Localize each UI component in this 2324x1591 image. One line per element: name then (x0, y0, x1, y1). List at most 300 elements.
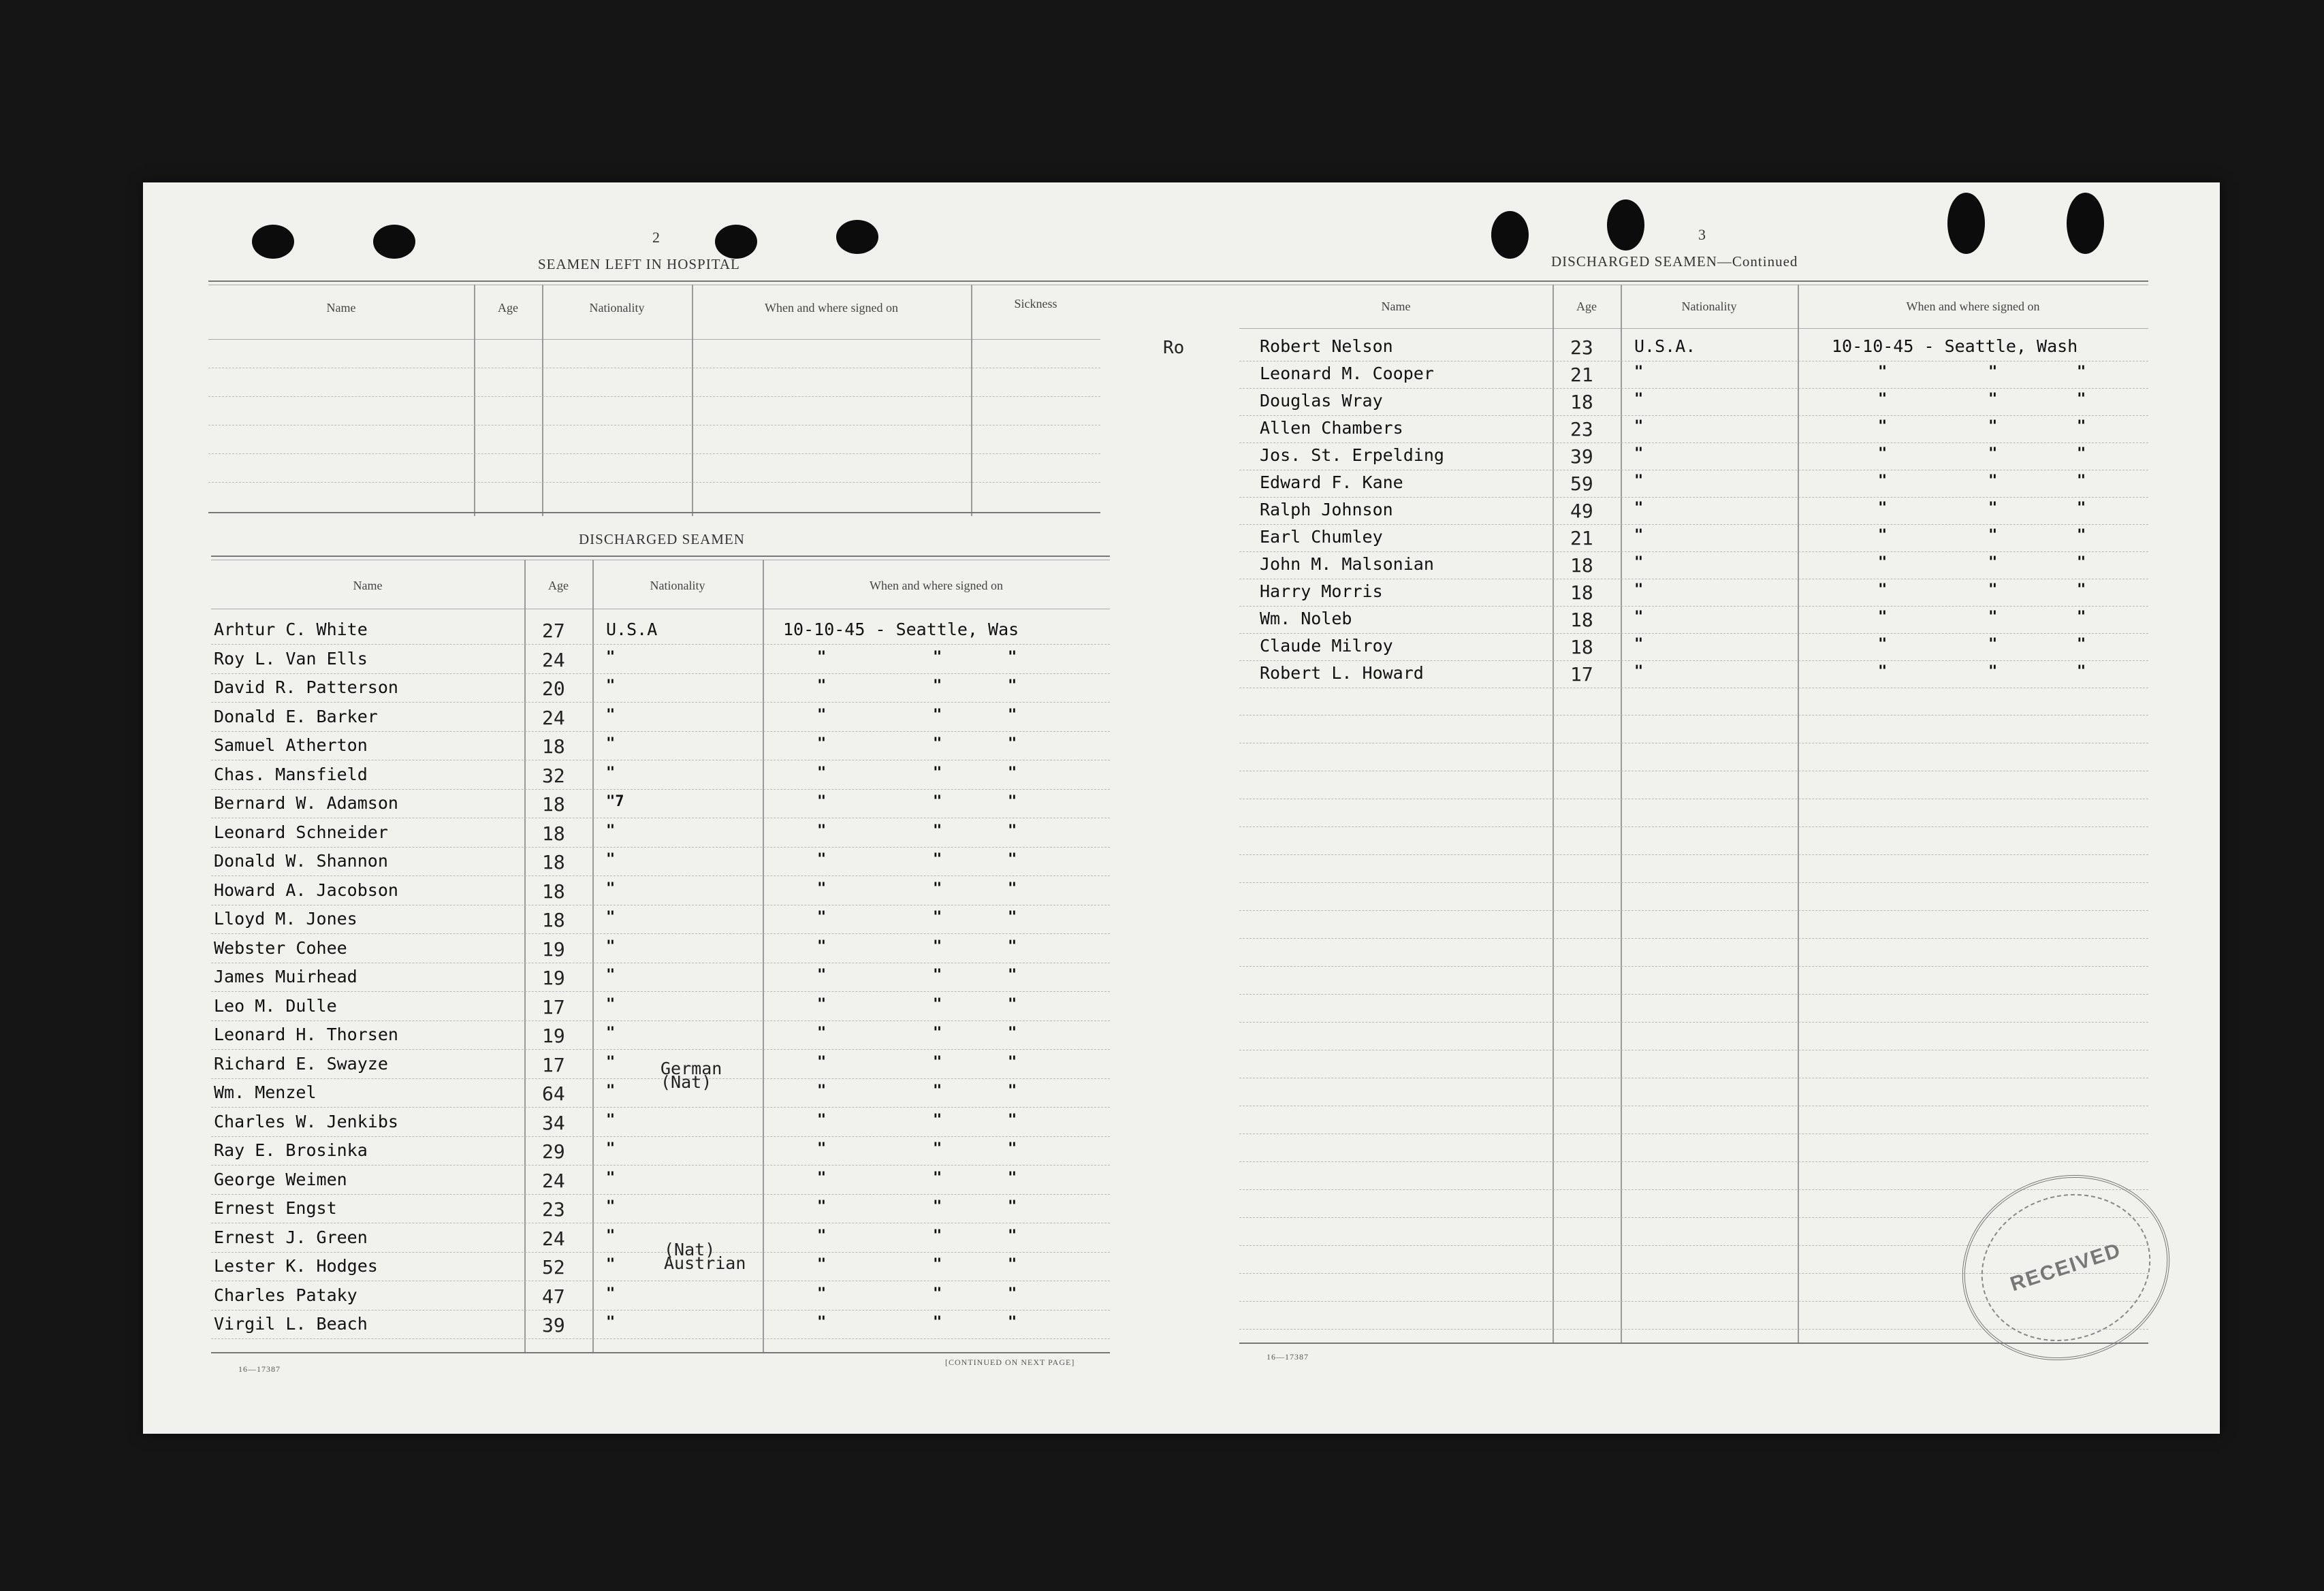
signed-on-date-ditto: " (817, 764, 827, 782)
seaman-nationality: " (606, 822, 616, 839)
blank-row (1239, 911, 2148, 939)
signed-on-state-ditto: " (1008, 967, 1017, 984)
table-row (1239, 470, 2148, 498)
signed-on-date-ditto: " (817, 1140, 827, 1157)
seaman-nationality: " (1634, 527, 1644, 544)
signed-on-place-ditto: " (933, 764, 942, 782)
signed-on-state-ditto: " (1008, 764, 1017, 782)
seaman-age: 19 (542, 937, 565, 961)
seaman-nationality: " (1634, 609, 1644, 626)
seaman-age: 18 (1570, 581, 1593, 604)
blank-row (1239, 688, 2148, 716)
seaman-nationality: " (1634, 445, 1644, 462)
seaman-name: Earl Chumley (1260, 527, 1383, 547)
signed-on-state-ditto: " (2077, 472, 2086, 489)
seaman-age: 17 (542, 1053, 565, 1076)
table-row (211, 848, 1110, 876)
seaman-age: 18 (542, 880, 565, 903)
table-row (211, 675, 1110, 703)
signed-on-state-ditto: " (1008, 1169, 1017, 1187)
signed-on-date-ditto: " (817, 1169, 827, 1187)
signed-on-state-ditto: " (1008, 851, 1017, 868)
punch-hole (1947, 193, 1985, 254)
discharged-section-title: DISCHARGED SEAMEN (579, 531, 745, 547)
seaman-name: Leonard Schneider (214, 822, 388, 842)
signed-on-state-ditto: " (1008, 1082, 1017, 1099)
signed-on-place-ditto: " (1988, 500, 1998, 517)
signed-on-date-ditto: " (1878, 609, 1888, 626)
seaman-age: 23 (1570, 336, 1593, 359)
signed-on-place-ditto: " (1988, 391, 1998, 408)
seaman-name: Douglas Wray (1260, 391, 1383, 411)
signed-on-date-ditto: " (817, 851, 827, 868)
seaman-name: Bernard W. Adamson (214, 793, 398, 813)
hospital-header-age: Age (498, 301, 518, 315)
hospital-section-title: SEAMEN LEFT IN HOSPITAL (538, 256, 740, 272)
signed-on-place-ditto: " (933, 967, 942, 984)
hospital-header-name: Name (326, 301, 356, 315)
seaman-nationality: "7 (606, 793, 624, 810)
signed-on-place-ditto: " (1988, 418, 1998, 435)
signed-on-date-ditto: " (1878, 527, 1888, 544)
signed-on-place-ditto: " (1988, 364, 1998, 381)
seaman-nationality: " (606, 1111, 616, 1129)
seaman-nationality: " (1634, 636, 1644, 653)
document-sheet (143, 182, 2220, 1434)
signed-on-state-ditto: " (1008, 880, 1017, 897)
discharged-header-name: Name (353, 579, 383, 592)
table-row (211, 1311, 1110, 1339)
signed-on-state-ditto: " (2077, 636, 2086, 653)
seaman-name: Samuel Atherton (214, 735, 368, 755)
seaman-name: Howard A. Jacobson (214, 880, 398, 900)
signed-on-state-ditto: " (1008, 822, 1017, 839)
seaman-age: 21 (1570, 364, 1593, 386)
seaman-name: Leonard H. Thorsen (214, 1025, 398, 1044)
seaman-age: 49 (1570, 500, 1593, 522)
seaman-nationality: " (606, 1227, 616, 1244)
signed-on-place-ditto: " (933, 677, 942, 694)
seaman-nationality: " (606, 1314, 616, 1331)
table-row (1239, 524, 2148, 552)
signed-on-place-ditto: " (933, 1256, 942, 1273)
seaman-age: 17 (1570, 663, 1593, 686)
signed-on-date-ditto: " (1878, 554, 1888, 571)
signed-on-place-ditto: " (933, 937, 942, 955)
punch-hole (1491, 211, 1529, 259)
discharged-header-nationality: Nationality (650, 579, 705, 592)
punch-hole (715, 225, 757, 259)
signed-on-place-ditto: " (933, 1198, 942, 1215)
table-row (211, 704, 1110, 732)
seaman-age: 17 (542, 995, 565, 1018)
seaman-name: David R. Patterson (214, 677, 398, 697)
seaman-age: 20 (542, 677, 565, 700)
signed-on-date-ditto: " (817, 909, 827, 926)
signed-on-date-ditto: " (817, 677, 827, 694)
signed-on-date-ditto: " (1878, 364, 1888, 381)
signed-on-date-ditto: " (817, 822, 827, 839)
signed-on-date-ditto: " (817, 937, 827, 955)
seaman-name: Webster Cohee (214, 937, 347, 958)
seaman-age: 18 (542, 793, 565, 816)
seaman-name: George Weimen (214, 1169, 347, 1189)
signed-on-date-ditto: " (817, 1256, 827, 1273)
seaman-name: Virgil L. Beach (214, 1314, 368, 1334)
signed-on-date-ditto: " (817, 706, 827, 724)
seaman-name: Ernest J. Green (214, 1227, 368, 1247)
signed-on-place-ditto: " (933, 706, 942, 724)
signed-on-date-ditto: " (817, 995, 827, 1013)
seaman-nationality: " (606, 1082, 616, 1099)
seaman-age: 39 (542, 1314, 565, 1336)
punch-hole (836, 220, 878, 254)
signed-on-place-ditto: " (1988, 472, 1998, 489)
seaman-nationality: " (1634, 391, 1644, 408)
blank-row (1239, 743, 2148, 771)
signed-on-place-ditto: " (933, 822, 942, 839)
signed-on-date-ditto: " (1878, 581, 1888, 598)
signed-on-place-ditto: " (933, 995, 942, 1013)
seaman-nationality: " (606, 1053, 616, 1071)
signed-on-date-ditto: " (817, 1082, 827, 1099)
signed-on-date-ditto: " (1878, 500, 1888, 517)
signed-on-date-ditto: " (817, 1198, 827, 1215)
signed-on-place-ditto: " (933, 851, 942, 868)
table-row (211, 993, 1110, 1021)
blank-row (1239, 1134, 2148, 1162)
table-row (211, 1195, 1110, 1223)
seaman-nationality: " (1634, 418, 1644, 435)
signed-on-state-ditto: " (1008, 1256, 1017, 1273)
seaman-age: 39 (1570, 445, 1593, 468)
signed-on-state-ditto: " (1008, 1198, 1017, 1215)
signed-on-state-ditto: " (2077, 418, 2086, 435)
table-row (211, 878, 1110, 905)
table-row (211, 1167, 1110, 1195)
signed-on-state-ditto: " (1008, 706, 1017, 724)
signed-on-place-ditto: " (1988, 581, 1998, 598)
right-header-age: Age (1576, 300, 1597, 313)
hospital-header-sickness: Sickness (1014, 297, 1057, 310)
seaman-nationality: " (606, 967, 616, 984)
seaman-nationality: " (1634, 500, 1644, 517)
right-header-signed: When and where signed on (1906, 300, 2040, 313)
seaman-age: 18 (542, 851, 565, 873)
signed-on-state-ditto: " (1008, 909, 1017, 926)
signed-on-state-ditto: " (2077, 445, 2086, 462)
blank-row (1239, 799, 2148, 827)
signed-on-date-ditto: " (817, 1227, 827, 1244)
seaman-nationality: " (606, 880, 616, 897)
table-row (1239, 606, 2148, 634)
signed-on-state-ditto: " (1008, 677, 1017, 694)
seaman-name: Ernest Engst (214, 1198, 337, 1218)
signed-on-state-ditto: " (1008, 1053, 1017, 1071)
seaman-name: Arhtur C. White (214, 620, 368, 639)
table-row (1239, 415, 2148, 443)
punch-hole (2067, 193, 2104, 254)
seaman-name: Roy L. Van Ells (214, 648, 368, 669)
seaman-age: 32 (542, 764, 565, 787)
seaman-age: 18 (1570, 391, 1593, 413)
nationality-note-austrian: (Nat) Austrian (664, 1240, 746, 1273)
table-row (211, 906, 1110, 934)
signed-on-place-ditto: " (933, 793, 942, 810)
signed-on-place-ditto: " (1988, 636, 1998, 653)
discharged-table-right (1239, 280, 2148, 1343)
signed-on-date-ditto: " (817, 1111, 827, 1129)
signed-on-state-ditto: " (2077, 527, 2086, 544)
signed-on-date-ditto: " (817, 1285, 827, 1302)
signed-on-state-ditto: " (2077, 663, 2086, 680)
seaman-age: 27 (542, 620, 565, 642)
signed-on-place-ditto: " (1988, 663, 1998, 680)
seaman-age: 18 (542, 822, 565, 845)
seaman-nationality: " (606, 995, 616, 1013)
seaman-name: Leonard M. Cooper (1260, 364, 1434, 383)
signed-on-state-ditto: " (2077, 500, 2086, 517)
signed-on-state-ditto: " (1008, 1025, 1017, 1042)
seaman-nationality: " (606, 1140, 616, 1157)
signed-on-date-ditto: " (817, 648, 827, 666)
seaman-age: 19 (542, 967, 565, 989)
stamp-text: RECEIVED (2007, 1238, 2124, 1296)
blank-row (1239, 716, 2148, 743)
seaman-age: 18 (1570, 609, 1593, 631)
hospital-header-nationality: Nationality (589, 301, 645, 315)
table-row (211, 1138, 1110, 1166)
seaman-age: 29 (542, 1140, 565, 1163)
blank-row (1239, 855, 2148, 883)
signed-on-state-ditto: " (2077, 609, 2086, 626)
table-row (1239, 334, 2148, 361)
seaman-nationality: " (606, 706, 616, 724)
seaman-name: Richard E. Swayze (214, 1053, 388, 1074)
signed-on-place-ditto: " (933, 1227, 942, 1244)
right-header-nationality: Nationality (1681, 300, 1737, 313)
blank-row (1239, 995, 2148, 1023)
signed-on-state-ditto: " (2077, 581, 2086, 598)
table-row (1239, 551, 2148, 579)
signed-on-place-ditto: " (933, 1025, 942, 1042)
seaman-name: James Muirhead (214, 967, 357, 986)
table-row (1239, 361, 2148, 389)
seaman-age: 34 (542, 1111, 565, 1134)
seaman-name: Lester K. Hodges (214, 1256, 378, 1276)
table-row (1239, 579, 2148, 607)
discharged-header-age: Age (548, 579, 569, 592)
blank-row (1239, 1106, 2148, 1134)
seaman-nationality: U.S.A. (1634, 336, 1696, 356)
seaman-nationality: " (1634, 364, 1644, 381)
seaman-nationality: U.S.A (606, 620, 658, 639)
punch-hole (1607, 199, 1644, 251)
seaman-age: 18 (542, 909, 565, 931)
table-row (211, 964, 1110, 992)
signed-on-place-ditto: " (933, 1140, 942, 1157)
punch-hole (373, 225, 415, 259)
seaman-nationality: " (1634, 554, 1644, 571)
signed-on-place-ditto: " (1988, 445, 1998, 462)
seaman-nationality: " (606, 1169, 616, 1187)
signed-on-state-ditto: " (1008, 735, 1017, 752)
seaman-age: 18 (542, 735, 565, 758)
signed-on-state-ditto: " (1008, 1140, 1017, 1157)
signed-on-date-ditto: " (817, 880, 827, 897)
signed-on-state-ditto: " (1008, 1111, 1017, 1129)
signed-on-state-ditto: " (1008, 1285, 1017, 1302)
right-section-title: DISCHARGED SEAMEN—Continued (1551, 253, 1798, 270)
seaman-name: Lloyd M. Jones (214, 909, 357, 929)
signed-on-place-ditto: " (1988, 554, 1998, 571)
discharged-header-signed: When and where signed on (870, 579, 1003, 592)
seaman-age: 64 (542, 1082, 565, 1105)
signed-on-place-ditto: " (933, 1314, 942, 1331)
table-row (211, 820, 1110, 848)
signed-on-date-ditto: " (1878, 636, 1888, 653)
signed-on: 10-10-45 - Seattle, Wash (1832, 336, 2078, 356)
punch-hole (252, 225, 294, 259)
signed-on-place-ditto: " (933, 1169, 942, 1187)
seaman-age: 47 (542, 1285, 565, 1308)
table-row (211, 1022, 1110, 1050)
signed-on-place-ditto: " (933, 880, 942, 897)
continued-note: [CONTINUED ON NEXT PAGE] (945, 1357, 1075, 1367)
signed-on-place-ditto: " (933, 1285, 942, 1302)
seaman-name: Wm. Noleb (1260, 609, 1352, 628)
seaman-age: 21 (1570, 527, 1593, 549)
signed-on-place-ditto: " (1988, 609, 1998, 626)
table-row (211, 1253, 1110, 1281)
signed-on-state-ditto: " (1008, 793, 1017, 810)
seaman-name: Ralph Johnson (1260, 500, 1393, 519)
signed-on-date-ditto: " (1878, 445, 1888, 462)
seaman-nationality: " (606, 1198, 616, 1215)
left-page-number: 2 (652, 229, 660, 246)
blank-row (1239, 939, 2148, 967)
signed-on-date-ditto: " (817, 967, 827, 984)
signed-on-state-ditto: " (1008, 995, 1017, 1013)
seaman-age: 23 (1570, 418, 1593, 440)
seaman-nationality: " (1634, 472, 1644, 489)
seaman-name: Leo M. Dulle (214, 995, 337, 1016)
blank-row (1239, 967, 2148, 995)
table-row (211, 1283, 1110, 1311)
seaman-age: 24 (542, 706, 565, 729)
table-row (211, 1225, 1110, 1253)
signed-on-place-ditto: " (933, 648, 942, 666)
hospital-header-signed: When and where signed on (765, 301, 898, 315)
table-row (1239, 497, 2148, 525)
table-row (211, 790, 1110, 818)
seaman-age: 24 (542, 1169, 565, 1192)
seaman-name: Wm. Menzel (214, 1082, 317, 1102)
signed-on-date-ditto: " (1878, 663, 1888, 680)
seaman-nationality: " (1634, 663, 1644, 680)
seaman-name: Donald W. Shannon (214, 851, 388, 871)
seaman-nationality: " (1634, 581, 1644, 598)
seaman-name: Chas. Mansfield (214, 764, 368, 784)
table-row (1239, 388, 2148, 416)
table-row (211, 646, 1110, 674)
signed-on-place-ditto: " (933, 735, 942, 752)
signed-on-date-ditto: " (1878, 472, 1888, 489)
right-form-number: 16—17387 (1267, 1352, 1309, 1362)
seaman-name: Robert Nelson (1260, 336, 1393, 356)
signed-on-date-ditto: " (1878, 391, 1888, 408)
seaman-name: Charles Pataky (214, 1285, 357, 1305)
seaman-nationality: " (606, 1025, 616, 1042)
seaman-nationality: " (606, 677, 616, 694)
signed-on-date-ditto: " (1878, 418, 1888, 435)
seaman-name: Robert L. Howard (1260, 663, 1424, 683)
seaman-nationality: " (606, 1285, 616, 1302)
blank-row (1239, 883, 2148, 911)
signed-on-place-ditto: " (1988, 527, 1998, 544)
left-form-number: 16—17387 (238, 1364, 281, 1374)
signed-on-place-ditto: " (933, 1053, 942, 1071)
seaman-nationality: " (606, 648, 616, 666)
discharged-table-left (211, 556, 1110, 1366)
seaman-nationality: " (606, 909, 616, 926)
table-row (211, 1109, 1110, 1137)
signed-on-state-ditto: " (2077, 364, 2086, 381)
signed-on-state-ditto: " (1008, 1314, 1017, 1331)
signed-on-state-ditto: " (1008, 1227, 1017, 1244)
seaman-nationality: " (606, 735, 616, 752)
signed-on-date-ditto: " (817, 735, 827, 752)
blank-row (1239, 1078, 2148, 1106)
seaman-age: 19 (542, 1025, 565, 1047)
blank-row (1239, 827, 2148, 855)
signed-on-state-ditto: " (2077, 391, 2086, 408)
seaman-name: Ray E. Brosinka (214, 1140, 368, 1160)
signed-on-state-ditto: " (1008, 648, 1017, 666)
signed-on-place-ditto: " (933, 1111, 942, 1129)
signed-on-place-ditto: " (933, 1082, 942, 1099)
signed-on-state-ditto: " (2077, 554, 2086, 571)
signed-on: 10-10-45 - Seattle, Was (783, 620, 1019, 639)
seaman-name: Jos. St. Erpelding (1260, 445, 1444, 465)
seaman-name: Donald E. Barker (214, 706, 378, 726)
table-row (1239, 443, 2148, 470)
seaman-age: 23 (542, 1198, 565, 1221)
right-header-name: Name (1381, 300, 1411, 313)
blank-row (1239, 1050, 2148, 1078)
signed-on-state-ditto: " (1008, 937, 1017, 955)
seaman-age: 52 (542, 1256, 565, 1279)
signed-on-date-ditto: " (817, 1053, 827, 1071)
blank-row (1239, 771, 2148, 799)
seaman-age: 24 (542, 1227, 565, 1250)
seaman-nationality: " (606, 851, 616, 868)
seaman-name: Charles W. Jenkibs (214, 1111, 398, 1131)
seaman-nationality: " (606, 937, 616, 955)
right-page-number: 3 (1698, 226, 1706, 243)
seaman-age: 18 (1570, 636, 1593, 658)
signed-on-date-ditto: " (817, 1314, 827, 1331)
blank-row (1239, 1023, 2148, 1050)
seaman-name: Claude Milroy (1260, 636, 1393, 656)
seaman-nationality: " (606, 764, 616, 782)
signed-on-date-ditto: " (817, 793, 827, 810)
seaman-name: Allen Chambers (1260, 418, 1403, 438)
signed-on-date-ditto: " (817, 1025, 827, 1042)
seaman-age: 59 (1570, 472, 1593, 495)
nationality-note-german: German (Nat) (660, 1059, 722, 1092)
signed-on-place-ditto: " (933, 909, 942, 926)
